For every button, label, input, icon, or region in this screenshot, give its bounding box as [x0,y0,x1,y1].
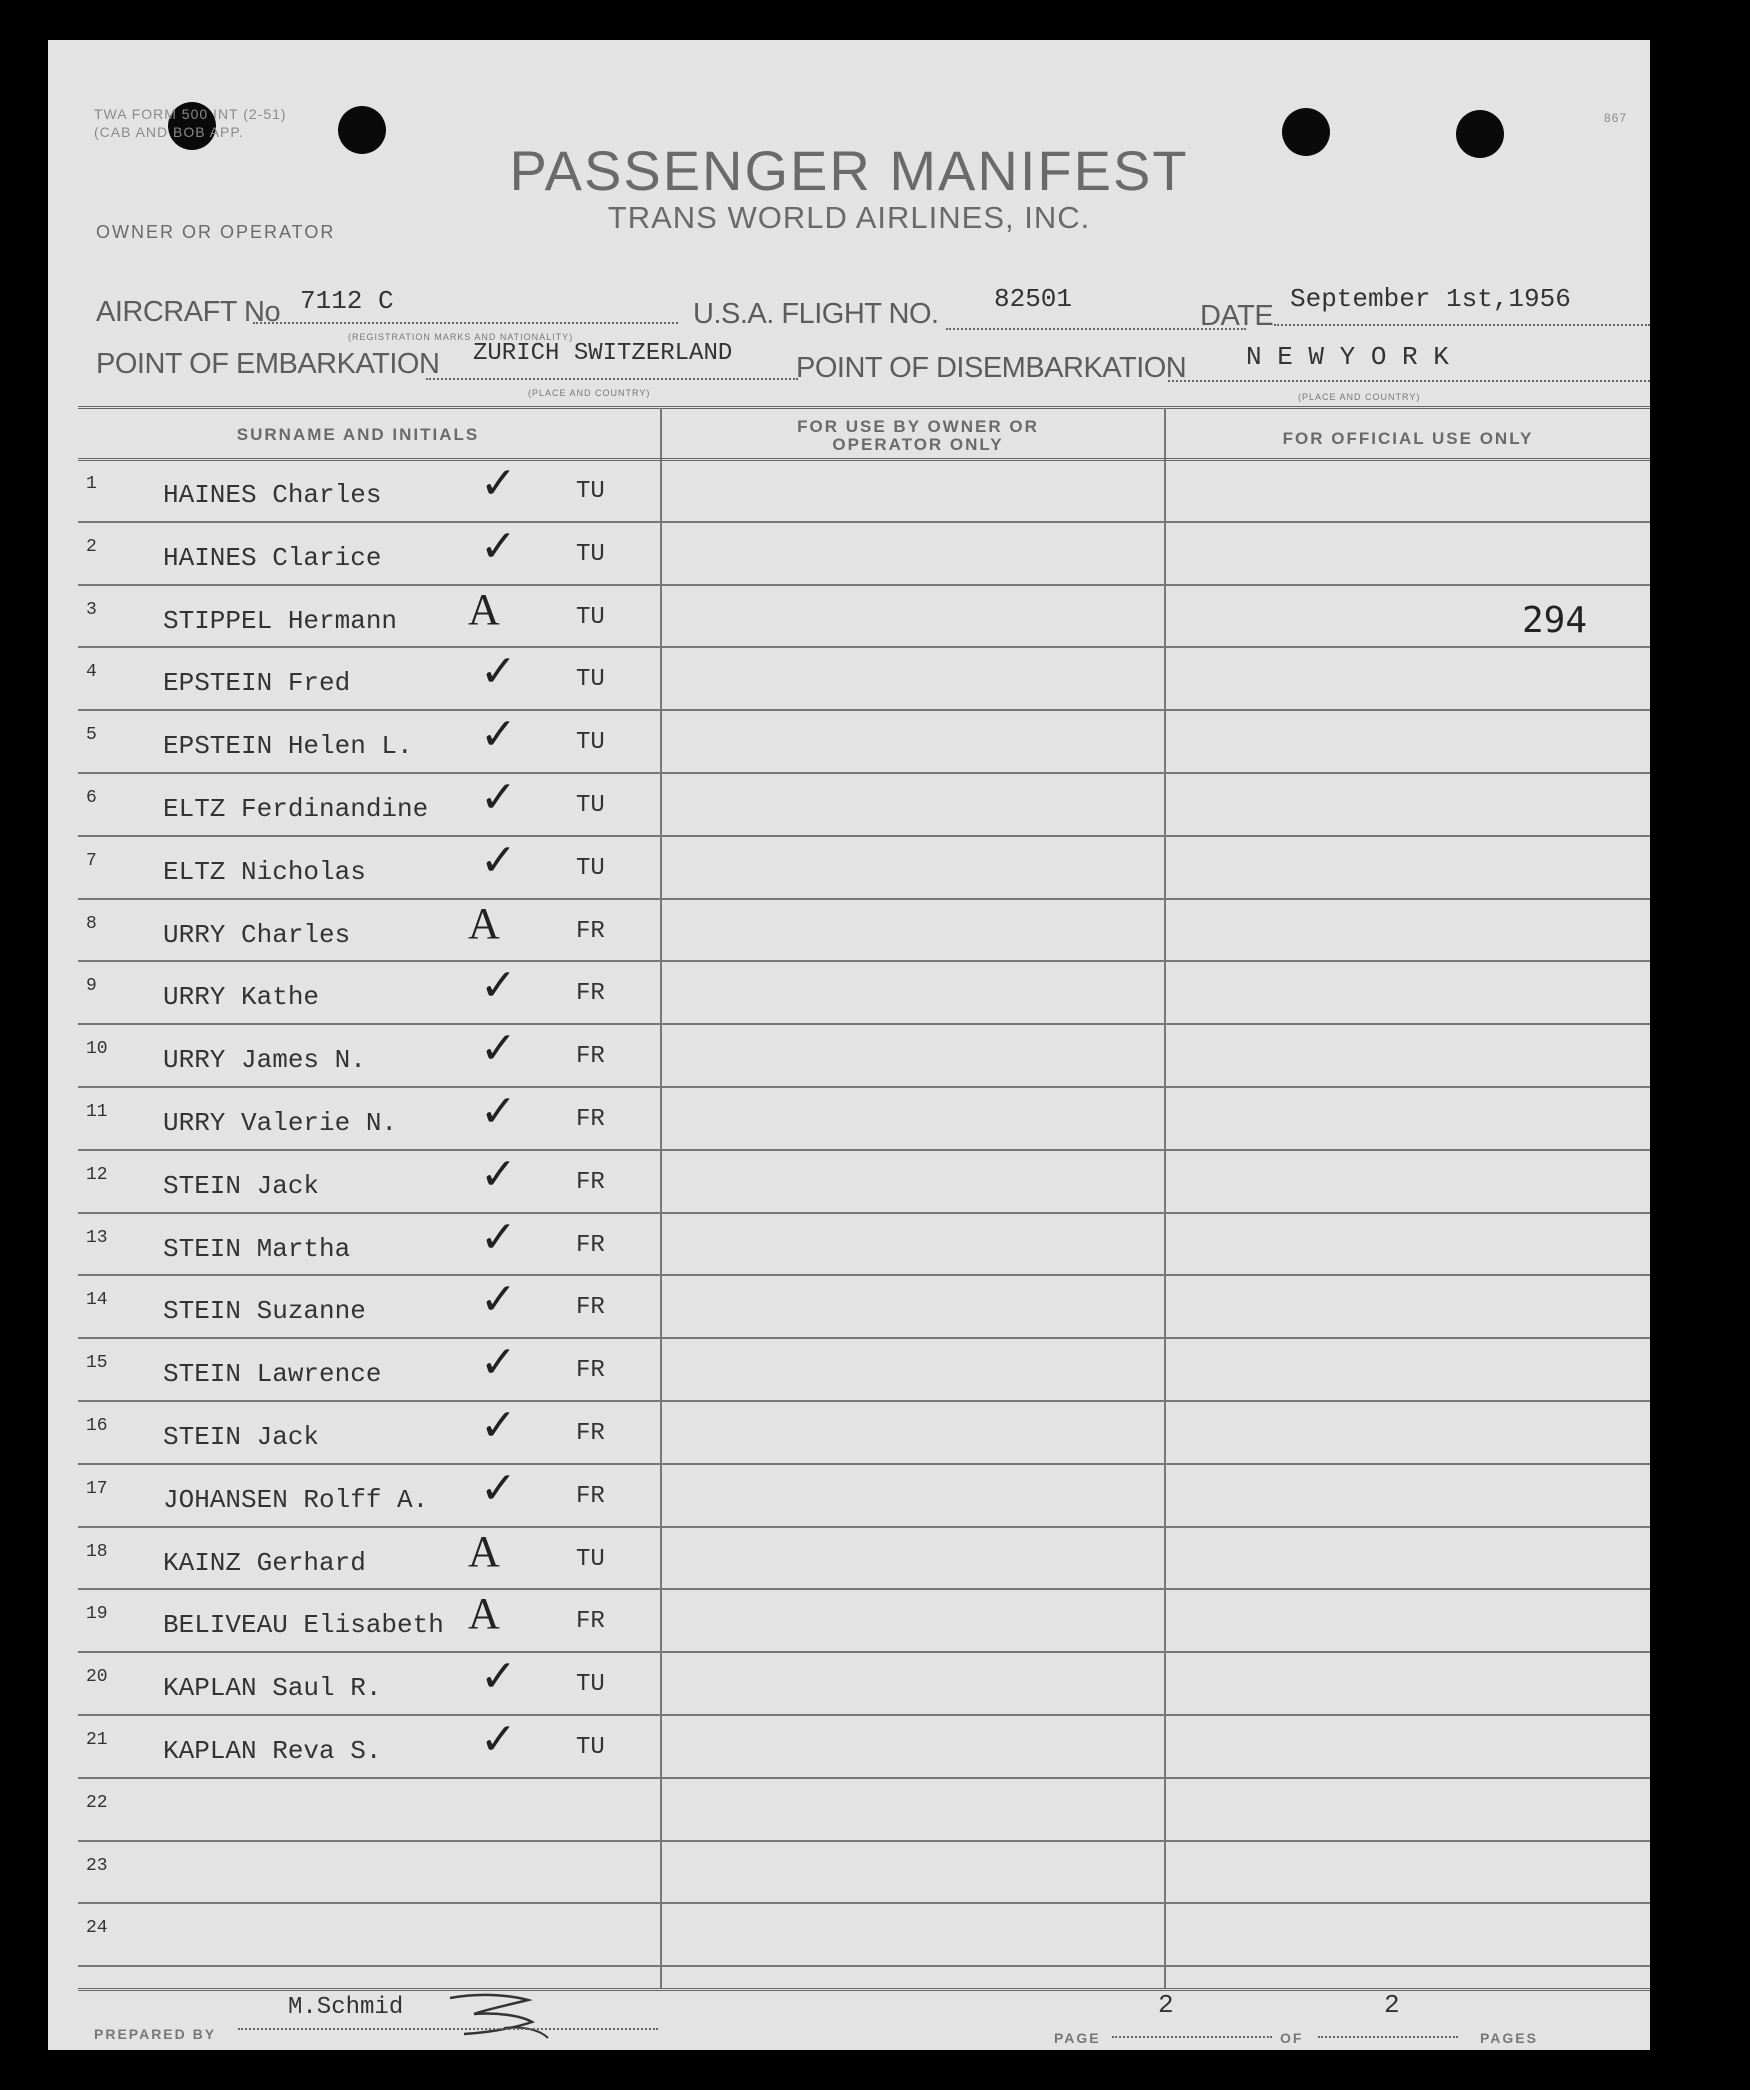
check-mark: ✓ [480,1338,517,1388]
passenger-row [48,1276,1650,1338]
passenger-row [48,648,1650,710]
passenger-name: URRY Valerie N. [163,1108,398,1138]
travel-class: TU [576,1671,605,1699]
airline-name: TRANS WORLD AIRLINES, INC. [607,200,1091,235]
form-number: TWA FORM 500 INT (2-51) [94,106,287,122]
travel-class: FR [576,1168,605,1196]
form-approval: (CAB AND BOB APP. [94,124,244,140]
row-number: 21 [86,1730,108,1750]
pages-label: PAGES [1480,2030,1538,2046]
row-divider [78,1965,1650,1967]
passenger-name: STEIN Jack [163,1170,320,1201]
aircraft-label: AIRCRAFT No [96,296,281,328]
page-number: 2 [1158,1990,1174,2020]
travel-class: TU [576,1545,605,1573]
check-mark: ✓ [480,1463,517,1513]
row-number: 5 [86,725,97,746]
travel-class: TU [576,666,605,694]
flight-date: September 1st,1956 [1290,284,1571,314]
passenger-name: STEIN Lawrence [163,1359,382,1390]
disembarkation-label: POINT OF DISEMBARKATION [796,352,1187,384]
row-number: 4 [86,662,97,683]
travel-class: FR [576,1231,605,1259]
travel-class: FR [576,1482,605,1510]
signature [444,1988,554,2049]
passenger-name: KAPLAN Saul R. [163,1673,382,1704]
travel-class: FR [576,1608,605,1636]
check-mark: ✓ [480,1024,517,1074]
passenger-name: KAINZ Gerhard [163,1547,366,1578]
passenger-name: STEIN Suzanne [163,1296,366,1327]
row-number: 23 [86,1855,108,1876]
page-label: PAGE [1054,2030,1101,2046]
passenger-row [48,900,1650,962]
travel-class: FR [576,1106,605,1133]
row-number: 15 [86,1353,108,1374]
check-mark: ✓ [480,1715,517,1764]
row-number: 20 [86,1667,108,1688]
column-surname: SURNAME AND INITIALS [236,425,480,444]
passenger-row [48,774,1650,836]
passenger-row [48,1465,1650,1527]
column-owner-use: FOR USE BY OWNER OR OPERATOR ONLY [797,417,1039,454]
date-label: DATE [1200,300,1274,332]
prepared-by-label: PREPARED BY [94,2026,217,2042]
passenger-row [48,1214,1650,1276]
passenger-name: STEIN Martha [163,1233,351,1264]
prepared-by-name: M.Schmid [288,1994,404,2021]
check-mark: ✓ [480,521,517,571]
travel-class: FR [576,1043,605,1071]
check-mark: ✓ [480,459,517,508]
row-number: 12 [86,1164,108,1185]
document-title: PASSENGER MANIFEST [509,139,1189,202]
disembarkation-place: N E W Y O R K [1246,342,1449,372]
passenger-row [48,1779,1650,1841]
passenger-row [48,1590,1650,1652]
passenger-row [48,1088,1650,1150]
row-number: 8 [86,913,97,934]
check-mark: ✓ [480,1149,517,1199]
manifest-page [48,40,1650,2050]
passenger-row [48,962,1650,1024]
passenger-row [48,1339,1650,1401]
row-number: 17 [86,1478,108,1499]
row-number: 9 [86,976,97,997]
travel-class: TU [576,729,605,757]
passenger-row [48,1025,1650,1087]
passenger-row [48,1842,1650,1904]
passenger-row [48,1904,1650,1966]
disembark-caption: (PLACE AND COUNTRY) [1298,392,1421,402]
row-number: 3 [86,599,97,620]
passenger-name: URRY Charles [163,919,351,950]
passenger-name: STIPPEL Hermann [163,605,398,636]
aircraft-number: 7112 C [300,286,394,316]
embarkation-label: POINT OF EMBARKATION [96,348,440,380]
passenger-row [48,1402,1650,1464]
check-mark: ✓ [480,1401,517,1450]
passenger-name: EPSTEIN Fred [163,668,351,699]
embarkation-place: ZURICH SWITZERLAND [473,340,733,367]
passenger-name: EPSTEIN Helen L. [163,731,413,762]
official-stamp-number: 294 [1522,600,1588,641]
travel-class: TU [576,478,605,505]
travel-class: TU [576,603,605,631]
check-mark: A [468,1589,500,1639]
check-mark: A [468,1526,500,1576]
passenger-row [48,1716,1650,1778]
of-label: OF [1280,2030,1304,2046]
travel-class: FR [576,1420,605,1447]
travel-class: FR [576,917,605,945]
passenger-name: HAINES Clarice [163,542,382,573]
row-number: 10 [86,1039,108,1060]
passenger-name: BELIVEAU Elisabeth [163,1610,444,1641]
page-reference: 867 [1604,111,1628,125]
row-number: 19 [86,1604,108,1625]
check-mark: ✓ [480,1652,517,1702]
row-number: 14 [86,1290,108,1311]
row-number: 22 [86,1792,108,1813]
check-mark: A [468,898,500,948]
travel-class: FR [576,1294,605,1322]
passenger-row [48,460,1650,522]
check-mark: ✓ [480,1212,517,1262]
check-mark: ✓ [480,835,517,885]
passenger-name: URRY James N. [163,1045,366,1076]
row-number: 1 [86,474,97,494]
check-mark: ✓ [480,710,517,760]
passenger-row [48,711,1650,773]
passenger-name: KAPLAN Reva S. [163,1736,382,1766]
total-pages: 2 [1384,1990,1400,2020]
passenger-row [48,1151,1650,1213]
passenger-row [48,837,1650,899]
check-mark: A [468,584,500,634]
row-number: 11 [86,1102,108,1122]
passenger-row [48,1528,1650,1590]
passenger-name: ELTZ Nicholas [163,856,366,887]
row-number: 18 [86,1541,108,1562]
owner-operator-label: OWNER OR OPERATOR [96,222,336,242]
travel-class: FR [576,1357,605,1385]
flight-label: U.S.A. FLIGHT NO. [693,298,939,330]
row-number: 6 [86,788,97,808]
check-mark: ✓ [480,1275,517,1325]
embark-caption: (PLACE AND COUNTRY) [528,388,651,398]
passenger-row [48,1653,1650,1715]
passenger-name: ELTZ Ferdinandine [163,794,429,824]
check-mark: ✓ [480,961,517,1011]
passenger-name: HAINES Charles [163,480,382,510]
registration-caption: (REGISTRATION MARKS AND NATIONALITY) [348,332,574,342]
travel-class: FR [576,980,605,1008]
travel-class: TU [576,854,605,882]
row-number: 2 [86,536,97,557]
travel-class: TU [576,792,605,819]
check-mark: ✓ [480,647,517,697]
passenger-name: STEIN Jack [163,1422,320,1452]
check-mark: ✓ [480,773,517,822]
row-number: 7 [86,850,97,871]
travel-class: TU [576,1734,605,1761]
column-official-use: FOR OFFICIAL USE ONLY [1282,429,1534,448]
passenger-name: JOHANSEN Rolff A. [163,1484,429,1515]
row-number: 24 [86,1918,108,1939]
passenger-row [48,523,1650,585]
passenger-name: URRY Kathe [163,982,320,1013]
row-number: 13 [86,1227,108,1248]
check-mark: ✓ [480,1087,517,1136]
row-number: 16 [86,1416,108,1436]
passenger-row [48,586,1650,648]
travel-class: TU [576,540,605,568]
flight-number: 82501 [994,284,1073,314]
